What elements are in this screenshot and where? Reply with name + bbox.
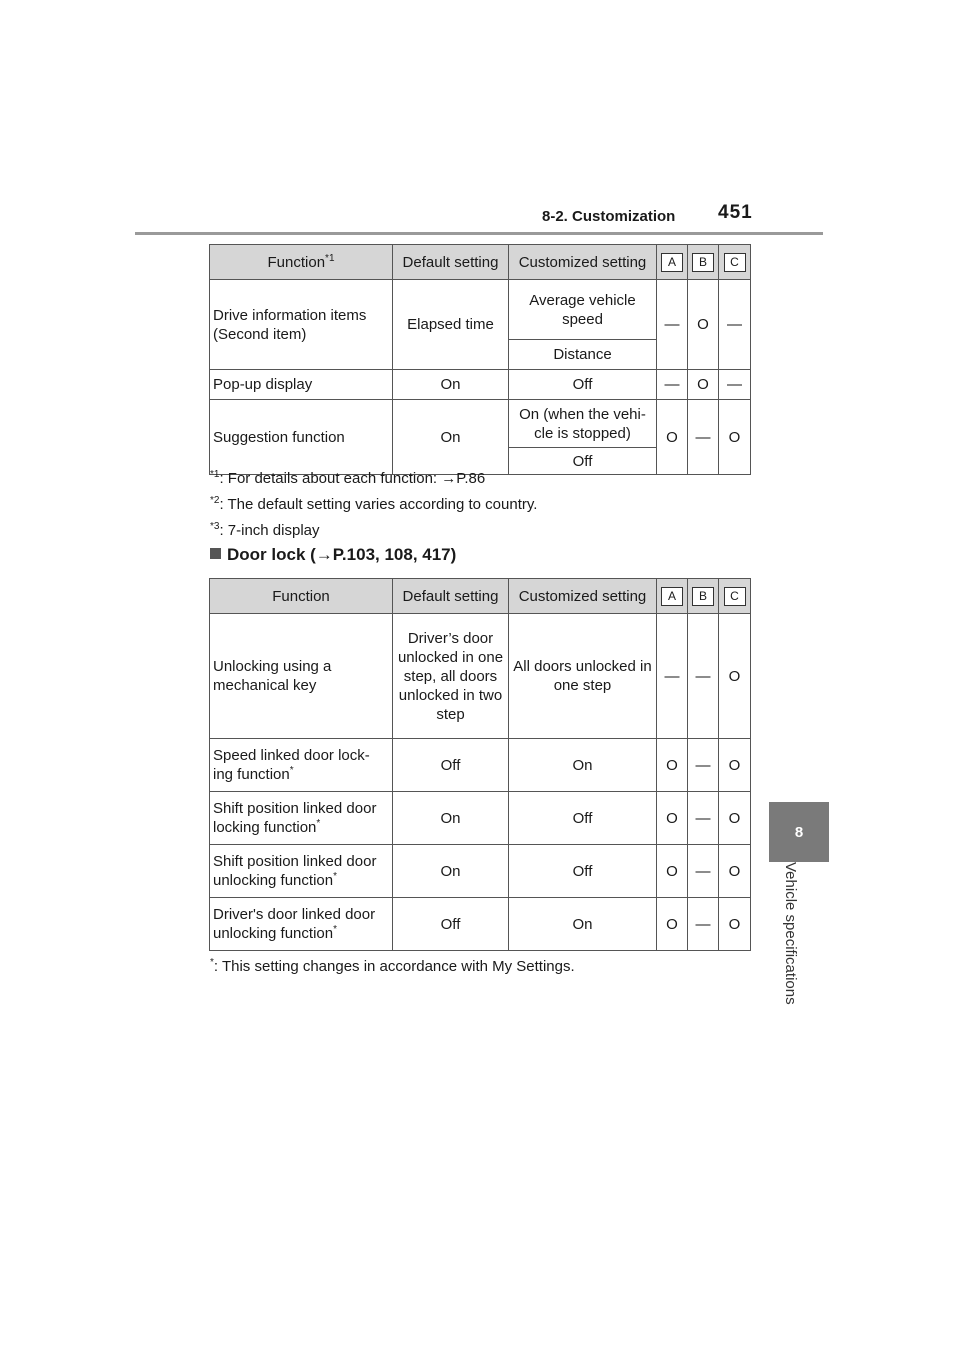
header-a xyxy=(657,245,688,280)
chapter-label: Vehicle specifications xyxy=(782,862,799,1005)
section-heading: Door lock (→P.103, 108, 417) xyxy=(210,545,456,565)
box-b-icon: B xyxy=(692,253,714,272)
header-b xyxy=(688,245,719,280)
cell-c: — xyxy=(719,370,751,400)
cell-function: Unlocking using a mechanical key xyxy=(210,614,393,739)
cell-a: — xyxy=(657,370,688,400)
cell-custom: All doors unlocked in one step xyxy=(509,614,657,739)
cell-function: Suggestion function xyxy=(210,400,393,475)
cell-c: O xyxy=(719,739,751,792)
cell-a: O xyxy=(657,739,688,792)
cell-c: O xyxy=(719,614,751,739)
box-c-icon: C xyxy=(724,587,746,606)
cell-function: Shift position linked door unlocking function* xyxy=(210,845,393,898)
table-row xyxy=(210,400,751,448)
cell-custom: Off xyxy=(509,792,657,845)
table-row xyxy=(210,614,751,739)
cell-default: On xyxy=(393,370,509,400)
cell-a: — xyxy=(657,614,688,739)
cell-function: Speed linked door lock-ing function* xyxy=(210,739,393,792)
door-lock-table xyxy=(209,578,751,951)
table-row xyxy=(210,370,751,400)
cell-b: — xyxy=(688,792,719,845)
table-row xyxy=(210,280,751,340)
cell-b: — xyxy=(688,739,719,792)
cell-b: — xyxy=(688,845,719,898)
cell-b: O xyxy=(688,370,719,400)
table-header-row xyxy=(210,245,751,280)
cell-b: O xyxy=(688,280,719,370)
chapter-tab: 8 xyxy=(769,802,829,862)
box-c-icon: C xyxy=(724,253,746,272)
cell-custom: Average vehicle speed xyxy=(509,280,657,340)
cell-a: O xyxy=(657,792,688,845)
cell-a: O xyxy=(657,400,688,475)
table-row xyxy=(210,739,751,792)
square-bullet-icon xyxy=(210,548,221,559)
cell-custom: Off xyxy=(509,448,657,475)
header-customized-setting: Customized setting xyxy=(509,245,657,280)
header-default-setting: Default setting xyxy=(393,245,509,280)
cell-default: On xyxy=(393,792,509,845)
cell-b: — xyxy=(688,898,719,951)
cell-function: Shift position linked door locking function* xyxy=(210,792,393,845)
header-function: Function xyxy=(210,579,393,614)
cell-c: — xyxy=(719,280,751,370)
box-a-icon: A xyxy=(661,587,683,606)
cell-default: On xyxy=(393,400,509,475)
footnote-3: $^{*3}$: 7-inch display xyxy=(210,521,320,539)
cell-default: Driver’s door unlocked in one step, all doors unlocked in two step xyxy=(393,614,509,739)
cell-b: — xyxy=(688,400,719,475)
table-header-row xyxy=(210,579,751,614)
footnote-2: $^{*2}$: The default setting varies according to country. xyxy=(210,495,538,513)
page-number: 451 xyxy=(718,202,753,223)
header-default-setting: Default setting xyxy=(393,579,509,614)
customization-table-1 xyxy=(209,244,751,475)
cell-function: Driver's door linked door unlocking function* xyxy=(210,898,393,951)
header-b xyxy=(688,579,719,614)
cell-default: Elapsed time xyxy=(393,280,509,370)
cell-default: On xyxy=(393,845,509,898)
table-row xyxy=(210,845,751,898)
cell-default: Off xyxy=(393,739,509,792)
cell-c: O xyxy=(719,792,751,845)
header-function: Function$^{*1}$ xyxy=(210,245,393,280)
cell-c: O xyxy=(719,845,751,898)
cell-custom: On xyxy=(509,739,657,792)
box-b-icon: B xyxy=(692,587,714,606)
box-a-icon: A xyxy=(661,253,683,272)
cell-c: O xyxy=(719,898,751,951)
header-customized-setting: Customized setting xyxy=(509,579,657,614)
table-row xyxy=(210,898,751,951)
header-c xyxy=(719,245,751,280)
section-header-title: 8-2. Customization xyxy=(542,208,676,225)
footnote-1: $^{*1}$: For details about each function: →P.86 xyxy=(210,469,486,487)
cell-custom: Off xyxy=(509,845,657,898)
cell-a: O xyxy=(657,898,688,951)
table-row xyxy=(210,792,751,845)
header-c xyxy=(719,579,751,614)
cell-custom: Off xyxy=(509,370,657,400)
cell-a: — xyxy=(657,280,688,370)
cell-custom: On (when the vehi-cle is stopped) xyxy=(509,400,657,448)
cell-b: — xyxy=(688,614,719,739)
cell-function: Pop-up display xyxy=(210,370,393,400)
header-a xyxy=(657,579,688,614)
footnote-my-settings: *: This setting changes in accordance with My Settings. xyxy=(210,957,575,975)
cell-custom: Distance xyxy=(509,340,657,370)
cell-c: O xyxy=(719,400,751,475)
header-divider xyxy=(135,232,823,235)
cell-custom: On xyxy=(509,898,657,951)
cell-a: O xyxy=(657,845,688,898)
cell-default: Off xyxy=(393,898,509,951)
cell-function: Drive information items (Second item) xyxy=(210,280,393,370)
